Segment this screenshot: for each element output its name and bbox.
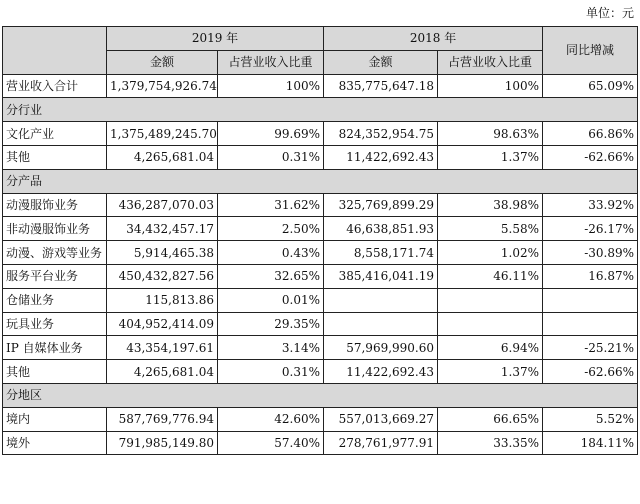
table-row <box>3 264 638 288</box>
ratio-2018: 6.94% <box>438 336 543 360</box>
ratio-2019: 0.43% <box>218 241 324 265</box>
amount-2019: 4,265,681.04 <box>107 145 218 169</box>
amount-2019: 115,813.86 <box>107 288 218 312</box>
ratio-2018 <box>438 288 543 312</box>
header-row-years <box>3 27 638 51</box>
row-label: 玩具业务 <box>3 312 107 336</box>
table-row <box>3 312 638 336</box>
header-ratio-2018: 占营业收入比重 <box>438 50 543 74</box>
amount-2019: 450,432,827.56 <box>107 264 218 288</box>
ratio-2019: 29.35% <box>218 312 324 336</box>
row-label: 其他 <box>3 145 107 169</box>
ratio-2019: 57.40% <box>218 431 324 455</box>
row-label: 境外 <box>3 431 107 455</box>
table-row <box>3 336 638 360</box>
row-label: 服务平台业务 <box>3 264 107 288</box>
amount-2019: 1,379,754,926.74 <box>107 74 218 98</box>
amount-2018: 57,969,990.60 <box>324 336 438 360</box>
table-row <box>3 122 638 146</box>
ratio-2018: 1.37% <box>438 360 543 384</box>
amount-2018 <box>324 288 438 312</box>
section-title: 分地区 <box>3 383 638 407</box>
amount-2018 <box>324 312 438 336</box>
row-label: 文化产业 <box>3 122 107 146</box>
section-row <box>3 169 638 193</box>
table-row <box>3 241 638 265</box>
amount-2019: 436,287,070.03 <box>107 193 218 217</box>
amount-2018: 325,769,899.29 <box>324 193 438 217</box>
header-year-2018: 2018 年 <box>324 27 543 51</box>
table-row <box>3 193 638 217</box>
ratio-2019: 0.01% <box>218 288 324 312</box>
amount-2019: 1,375,489,245.70 <box>107 122 218 146</box>
table-body <box>3 27 638 455</box>
header-ratio-2019: 占营业收入比重 <box>218 50 324 74</box>
amount-2018: 11,422,692.43 <box>324 145 438 169</box>
table-row <box>3 360 638 384</box>
amount-2019: 34,432,457.17 <box>107 217 218 241</box>
yoy-change: -62.66% <box>543 360 638 384</box>
ratio-2019: 42.60% <box>218 407 324 431</box>
row-label: 仓储业务 <box>3 288 107 312</box>
yoy-change: 33.92% <box>543 193 638 217</box>
ratio-2018: 66.65% <box>438 407 543 431</box>
ratio-2019: 99.69% <box>218 122 324 146</box>
row-label: 非动漫服饰业务 <box>3 217 107 241</box>
table-row <box>3 145 638 169</box>
amount-2018: 557,013,669.27 <box>324 407 438 431</box>
row-label: IP 自媒体业务 <box>3 336 107 360</box>
ratio-2018: 98.63% <box>438 122 543 146</box>
yoy-change: 16.87% <box>543 264 638 288</box>
row-label: 其他 <box>3 360 107 384</box>
amount-2018: 824,352,954.75 <box>324 122 438 146</box>
table-row <box>3 288 638 312</box>
header-yoy: 同比增减 <box>543 27 638 75</box>
amount-2019: 43,354,197.61 <box>107 336 218 360</box>
amount-2018: 8,558,171.74 <box>324 241 438 265</box>
amount-2018: 278,761,977.91 <box>324 431 438 455</box>
table-row <box>3 431 638 455</box>
yoy-change: -62.66% <box>543 145 638 169</box>
yoy-change: -25.21% <box>543 336 638 360</box>
header-amount-2018: 金额 <box>324 50 438 74</box>
ratio-2018: 5.58% <box>438 217 543 241</box>
ratio-2019: 31.62% <box>218 193 324 217</box>
ratio-2019: 3.14% <box>218 336 324 360</box>
row-label: 境内 <box>3 407 107 431</box>
total-row <box>3 74 638 98</box>
amount-2019: 404,952,414.09 <box>107 312 218 336</box>
amount-2018: 385,416,041.19 <box>324 264 438 288</box>
ratio-2019: 0.31% <box>218 360 324 384</box>
table-row <box>3 407 638 431</box>
ratio-2018: 1.02% <box>438 241 543 265</box>
amount-2018: 11,422,692.43 <box>324 360 438 384</box>
ratio-2018 <box>438 312 543 336</box>
ratio-2018: 1.37% <box>438 145 543 169</box>
amount-2018: 46,638,851.93 <box>324 217 438 241</box>
amount-2019: 4,265,681.04 <box>107 360 218 384</box>
ratio-2018: 46.11% <box>438 264 543 288</box>
header-year-2019: 2019 年 <box>107 27 324 51</box>
ratio-2018: 38.98% <box>438 193 543 217</box>
yoy-change: 65.09% <box>543 74 638 98</box>
yoy-change: 66.86% <box>543 122 638 146</box>
yoy-change: -26.17% <box>543 217 638 241</box>
section-title: 分行业 <box>3 98 638 122</box>
row-label: 动漫服饰业务 <box>3 193 107 217</box>
amount-2019: 791,985,149.80 <box>107 431 218 455</box>
yoy-change <box>543 288 638 312</box>
ratio-2019: 0.31% <box>218 145 324 169</box>
amount-2019: 587,769,776.94 <box>107 407 218 431</box>
amount-2019: 5,914,465.38 <box>107 241 218 265</box>
table-row <box>3 217 638 241</box>
section-row <box>3 98 638 122</box>
ratio-2018: 33.35% <box>438 431 543 455</box>
amount-2018: 835,775,647.18 <box>324 74 438 98</box>
ratio-2019: 100% <box>218 74 324 98</box>
unit-label: 单位：元 <box>585 6 634 20</box>
ratio-2018: 100% <box>438 74 543 98</box>
header-amount-2019: 金额 <box>107 50 218 74</box>
ratio-2019: 32.65% <box>218 264 324 288</box>
row-label: 营业收入合计 <box>3 74 107 98</box>
ratio-2019: 2.50% <box>218 217 324 241</box>
row-label: 动漫、游戏等业务 <box>3 241 107 265</box>
section-title: 分产品 <box>3 169 638 193</box>
section-row <box>3 383 638 407</box>
yoy-change <box>543 312 638 336</box>
header-corner <box>3 27 107 75</box>
yoy-change: 184.11% <box>543 431 638 455</box>
revenue-table <box>2 26 638 455</box>
yoy-change: 5.52% <box>543 407 638 431</box>
yoy-change: -30.89% <box>543 241 638 265</box>
